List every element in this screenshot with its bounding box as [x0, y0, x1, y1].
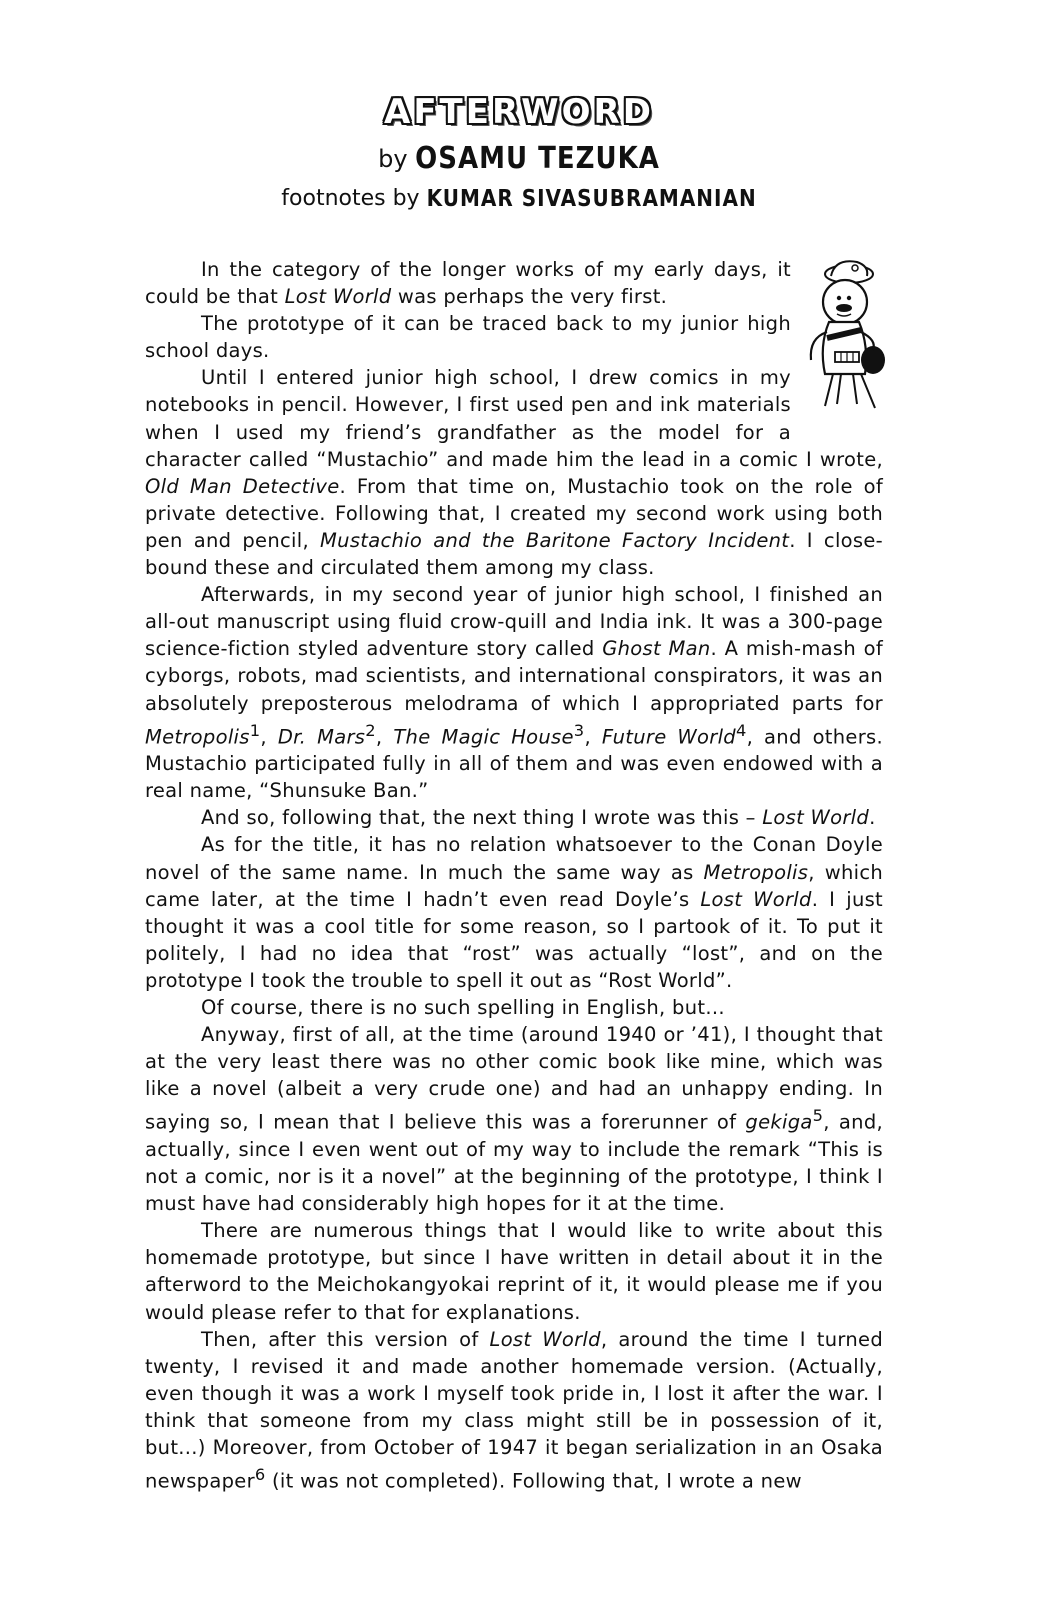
by-word: by	[378, 145, 408, 173]
author-byline	[0, 141, 1038, 177]
mustachio-character-icon	[797, 256, 889, 426]
paragraph: As for the title, it has no relation whatsoever to the Conan Doyle novel of the same name. In much the same way as Metropolis, which came later, at the time I hadn’t even read Doyle’s Lost World. I just thought it was a cool title for some reason, so I partook of it. To put it politely, I had no idea that “rost” was actually “lost”, and on the prototype I took the trouble to spell it out as “Rost World”.	[145, 833, 884, 992]
footnotes-author-name: KUMAR SIVASUBRAMANIAN	[426, 184, 757, 212]
footnotes-word: footnotes by	[281, 186, 420, 211]
footnotes-byline	[0, 186, 1038, 211]
paragraph: Then, after this version of Lost World, around the time I turned twenty, I revised it and made another homemade version. (Actually, even though it was a work I myself took pride in, I lost it after the war. I think that someone from my class might still be in possession of it, but...) Moreover, from October of 1947 it began serialization in an Osaka newspaper$^6$ (it was not completed). Following that, I wrote a new	[145, 1327, 883, 1493]
paragraph: In the category of the longer works of my early days, it could be that Lost World was perhaps the very first.	[145, 258, 791, 309]
paragraph: Anyway, first of all, at the time (around 1940 or ’41), I thought that at the very least there was no other comic book like mine, which was like a novel (albeit a very crude one) and had an unhappy ending. In saying so, I mean that I believe this was a forerunner of gekiga$^5$, and, actually, since I even went out of my way to include the remark “This is not a comic, nor is it a novel” at the beginning of the prototype, I think I must have had considerably high hopes for it at the time.	[145, 1023, 883, 1216]
author-name: OSAMU TEZUKA	[415, 141, 660, 177]
paragraph: Afterwards, in my second year of junior high school, I finished an all-out manuscript using fluid crow-quill and India ink. It was a 300-page science-fiction styled adventure story called Ghost Man. A mish-mash of cyborgs, robots, mad scientists, and international conspirators, it was an absolutely preposterous melodrama of which I appropriated parts for Metropolis$^1$, Dr. Mars$^2$, The Magic House$^3$, Future World$^4$, and others. Mustachio participated fully in all of them and was even endowed with a real name, “Shunsuke Ban.”	[145, 583, 883, 803]
article-body	[145, 256, 883, 1495]
paragraph: The prototype of it can be traced back to my junior high school days.	[145, 312, 791, 363]
paragraph: And so, following that, the next thing I wrote was this – Lost World.	[201, 806, 876, 830]
paragraph-list	[145, 256, 883, 1495]
paragraph: Until I entered junior high school, I drew comics in my notebooks in pencil. However, I first used pen and ink materials when I used my friend’s grandfather as the model for a character called “Mustachio” and made him the lead in a comic I wrote, Old Man Detective. From that time on, Mustachio took on the role of private detective. Following that, I created my second work using both pen and pencil, Mustachio and the Baritone Factory Incident. I close-bound these and circulated them among my class.	[145, 366, 883, 580]
paragraph: There are numerous things that I would like to write about this homemade prototype, but since I have written in detail about it in the afterword to the Meichokangyokai reprint of it, it would please me if you would please refer to that for explanations.	[145, 1219, 883, 1324]
page-title: AFTERWORD	[384, 92, 654, 132]
paragraph: Of course, there is no such spelling in English, but...	[201, 996, 725, 1020]
